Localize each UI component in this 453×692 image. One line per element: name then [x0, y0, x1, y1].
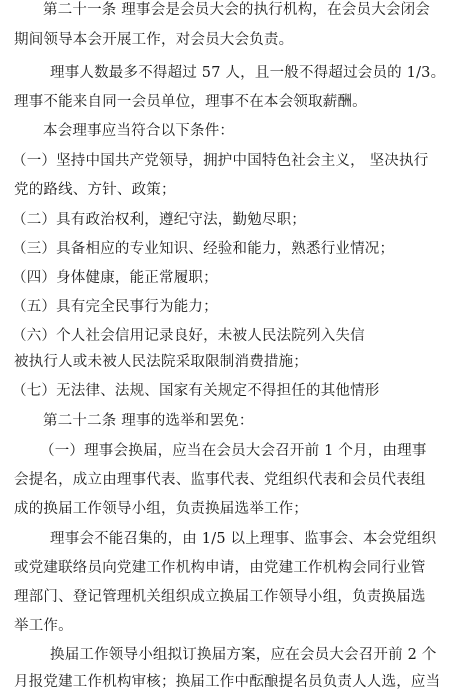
paragraph-line: 期间领导本会开展工作，对会员大会负责。 [14, 32, 294, 48]
paragraph-line: 理事不能来自同一会员单位，理事不在本会领取薪酬。 [14, 94, 367, 110]
paragraph-line: 会提名，成立由理事代表、监事代表、党组织代表和会员代表组 [14, 472, 426, 488]
article-21-heading-line: 第二十一条 理事会是会员大会的执行机构，在会员大会闭会 [43, 2, 431, 18]
list-item-line: （四）身体健康，能正常履职； [12, 270, 218, 286]
paragraph-line: 或党建联络员向党建工作机构申请，由党建工作机构会同行业管 [14, 560, 426, 576]
list-item-line: （一）坚持中国共产党领导，拥护中国特色社会主义， 坚决执行 [12, 153, 429, 169]
paragraph-line: 理事人数最多不得超过 57 人，且一般不得超过会员的 1/3。 [50, 65, 446, 81]
list-item-line: （三）具备相应的专业知识、经验和能力，熟悉行业情况； [12, 241, 395, 257]
paragraph-line: 举工作。 [14, 618, 73, 634]
list-item-line: （六）个人社会信用记录良好，未被人民法院列入失信 [12, 328, 365, 344]
paragraph-line: 成的换届工作领导小组，负责换届选举工作； [14, 501, 308, 517]
list-item-line: （二）具有政治权利，遵纪守法，勤勉尽职； [12, 212, 306, 228]
list-item-line: （七）无法律、法规、国家有关规定不得担任的其他情形 [12, 383, 380, 399]
paragraph-line: 理部门、登记管理机关组织成立换届工作领导小组，负责换届选 [14, 589, 426, 605]
list-item-line: （五）具有完全民事行为能力； [12, 299, 218, 315]
paragraph-line: 月报党建工作机构审核；换届工作中酝酿提名员负责人人选，应当 [14, 674, 441, 690]
list-item-line: 党的路线、方针、政策； [14, 182, 176, 198]
list-item-line: 被执行人或未被人民法院采取限制消费措施； [14, 354, 308, 370]
paragraph-line: 本会理事应当符合以下条件： [43, 123, 235, 139]
paragraph-line: 理事会不能召集的，由 1/5 以上理事、监事会、本会党组织 [50, 531, 437, 547]
article-22-heading-line: 第二十二条 理事的选举和罢免： [43, 413, 254, 429]
paragraph-line: 换届工作领导小组拟订换届方案，应在会员大会召开前 2 个 [50, 647, 437, 663]
paragraph-line: （一）理事会换届，应当在会员大会召开前 1 个月，由理事 [40, 443, 427, 459]
